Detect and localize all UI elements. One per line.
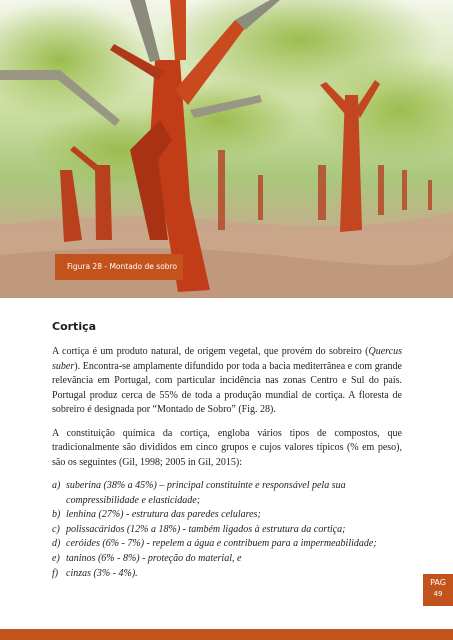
list-text: suberina (38% a 45%) – principal constituinte e responsável pela sua compressibilidade e elasticidade; xyxy=(66,480,346,506)
list-item xyxy=(52,537,402,552)
composition-paragraph: A constituição química da cortiça, engloba vários tipos de compostos, que tradicionalmente são divididos em cinco grupos e cujos valores típicos (% em peso), são os seguintes (Gil, 1998; 2005 in Gil, 2015): xyxy=(52,427,402,468)
list-marker: a) xyxy=(52,480,61,491)
intro-paragraph xyxy=(52,345,402,418)
list-text: polissacáridos (12% a 18%) - também ligados à estrutura da cortiça; xyxy=(66,523,346,535)
list-marker: f) xyxy=(52,567,59,579)
list-text: lenhina (27%) - estrutura das paredes celulares; xyxy=(66,509,261,521)
main-content xyxy=(52,320,402,581)
list-marker: e) xyxy=(52,552,60,564)
list-text: ceróides (6% - 7%) - repelem a água e contribuem para a impermeabilidade; xyxy=(66,538,377,550)
list-item xyxy=(52,523,402,538)
intro-text-2: ). Encontra-se amplamente difundido por toda a bacia mediterrânea e com grande relevância em Portugal, com particular incidência nas zonas Centro e Sul do país. Portugal produz cerca de 55% de toda a produção mundial de cortiça. A floresta de sobreiro é designada por “Montado de Sobro” (Fig. 28). xyxy=(52,360,402,415)
figure-caption: Figura 28 - Montado de sobro xyxy=(55,254,183,280)
cork-oak-forest-photo xyxy=(0,0,453,298)
list-marker: d) xyxy=(52,538,61,550)
list-item xyxy=(52,552,402,567)
page-label: PAG xyxy=(430,578,446,587)
list-item xyxy=(52,508,402,523)
page-number-tab xyxy=(423,574,453,606)
footer-bar xyxy=(0,629,453,640)
list-marker: c) xyxy=(52,523,60,535)
composition-list xyxy=(52,479,402,581)
section-heading: Cortiça xyxy=(52,320,97,333)
species-name: Quercus suber xyxy=(52,346,402,372)
list-marker: b) xyxy=(52,509,61,521)
list-text: taninos (6% - 8%) - proteção do material, e xyxy=(66,552,242,564)
list-item xyxy=(52,479,402,508)
list-text: cinzas (3% - 4%). xyxy=(66,567,138,579)
page-number: 49 xyxy=(433,590,443,598)
list-item xyxy=(52,567,402,582)
intro-text-1: A cortiça é um produto natural, de origem vegetal, que provém do sobreiro ( xyxy=(52,346,369,357)
